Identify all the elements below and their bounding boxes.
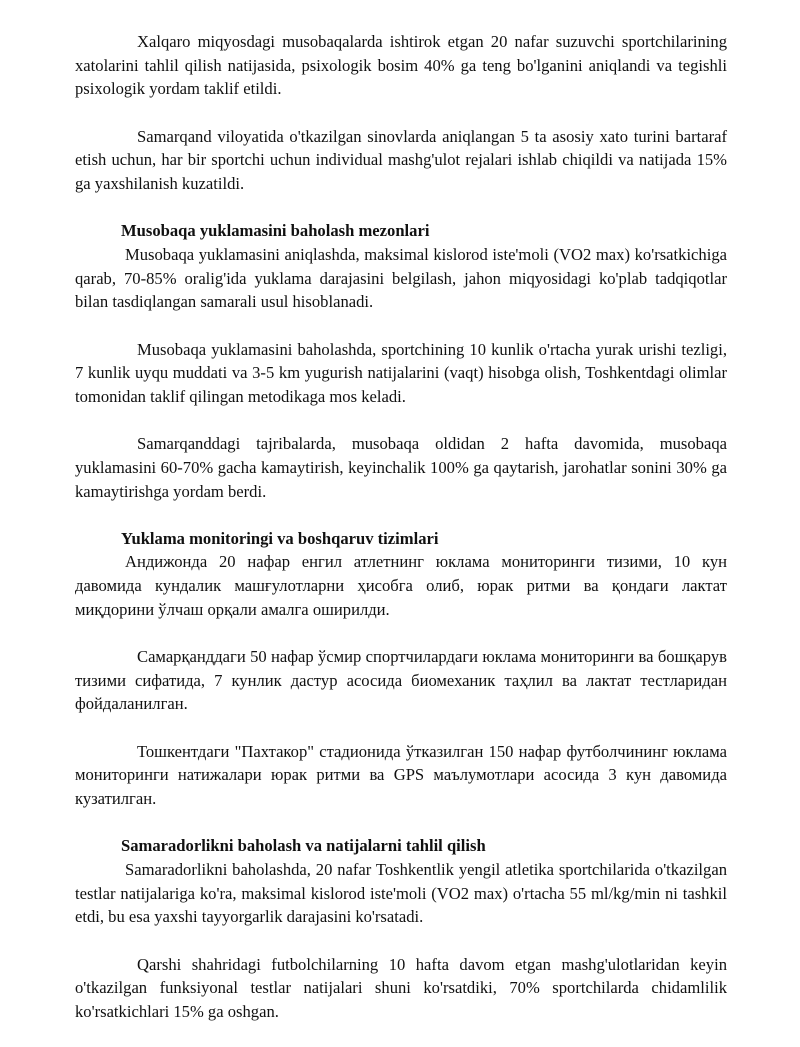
paragraph: Samaradorlikni baholashda, 20 nafar Toshkentlik yengil atletika sportchilarida o'tkazilgan testlar natijalariga ko'ra, maksimal kislorod iste'moli (VO2 max) o'rtacha 55 ml/kg/min ni tashkil etdi, bu esa yaxshi tayyorgarlik darajasini ko'rsatadi. [75,859,727,927]
section-heading: Musobaqa yuklamasini baholash mezonlari [121,221,430,241]
paragraph: Samarqand viloyatida o'tkazilgan sinovlarda aniqlangan 5 ta asosiy xato turini bartaraf etish uchun, har bir sportchi uchun individual mashg'ulot rejalari ishlab chiqildi va natijada 15% ga yaxshilanish kuzatildi. [75,126,727,194]
paragraph: Тошкентдаги "Пахтакор" стадионида ўтказилган 150 нафар футболчининг юклама мониторинги натижалари юрак ритми ва GPS маълумотлари асосида 3 кун давомида кузатилган. [75,741,727,809]
paragraph: Samarqanddagi tajribalarda, musobaqa oldidan 2 hafta davomida, musobaqa yuklamasini 60-70% gacha kamaytirish, keyinchalik 100% ga qaytarish, jarohatlar sonini 30% ga kamaytirishga yordam berdi. [75,434,727,501]
section-heading: Yuklama monitoringi va boshqaruv tizimlari [121,528,439,548]
paragraph: Xalqaro miqyosdagi musobaqalarda ishtirok etgan 20 nafar suzuvchi sportchilarining xatolarini tahlil qilish natijasida, psixologik bosim 40% ga teng bo'lganini aniqlandi va tegishli psixologik yordam taklif etildi. [75,32,727,99]
paragraph: Андижонда 20 нафар енгил атлетнинг юклама мониторинги тизими, 10 кун давомида кундалик машғулотларни ҳисобга олиб, юрак ритми ва қондаги лактат миқдорини ўлчаш орқали амалга оширилди. [75,552,727,619]
section-heading: Samaradorlikni baholash va natijalarni tahlil qilish [121,836,486,856]
paragraph: Qarshi shahridagi futbolchilarning 10 hafta davom etgan mashg'ulotlaridan keyin o'tkazilgan funksiyonal testlar natijalari shuni ko'rsatdiki, 70% sportchilarda chidamlilik ko'rsatkichlari 15% ga oshgan. [75,954,727,1021]
paragraph: Musobaqa yuklamasini baholashda, sportchining 10 kunlik o'rtacha yurak urishi tezligi, 7 kunlik uyqu muddati va 3-5 km yugurish natijalarini (vaqt) hisobga olish, Toshkentdagi olimlar tomonidan taklif qilingan metodikaga mos keladi. [75,339,727,406]
paragraph: Самарқанддаги 50 нафар ўсмир спортчилардаги юклама мониторинги ва бошқарув тизими сифатида, 7 кунлик дастур асосида биомеханик таҳлил ва лактат тестларидан фойдаланилган. [75,647,727,714]
paragraph: Musobaqa yuklamasini aniqlashda, maksimal kislorod iste'moli (VO2 max) ko'rsatkichiga qarab, 70-85% oralig'ida yuklama darajasini belgilash, jahon miqyosidagi ko'plab tadqiqotlar bilan tasdiqlangan samarali usul hisoblanadi. [75,244,727,312]
document-page [75,30,727,1047]
